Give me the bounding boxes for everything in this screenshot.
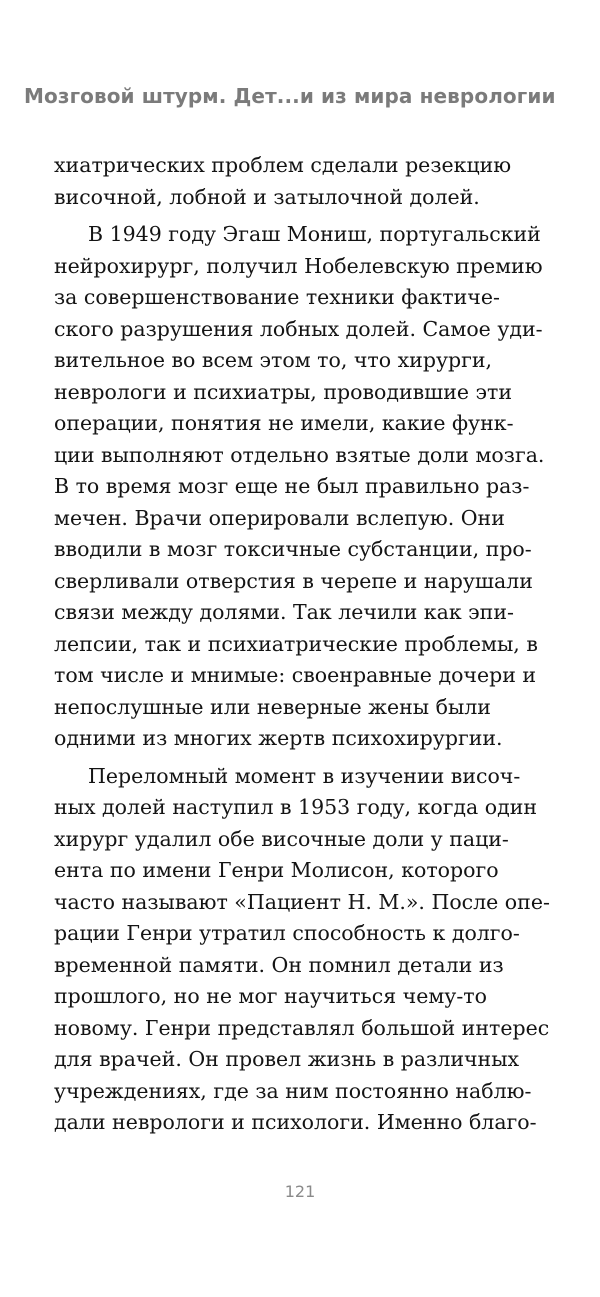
text-line: ента по имени Генри Молисон, которого (54, 858, 499, 882)
text-line: рации Генри утратил способность к долго- (54, 921, 520, 945)
text-line: ского разрушения лобных долей. Самое уди- (54, 316, 543, 341)
text-line: связи между долями. Так лечили как эпи- (54, 600, 514, 624)
paragraph-molaison (54, 761, 554, 1139)
text-line: том числе и мнимые: своенравные дочери и (54, 663, 537, 687)
text-line: хирург удалил обе височные доли у паци- (54, 826, 509, 851)
text-line: для врачей. Он провел жизнь в различных (54, 1047, 520, 1071)
text-line: ных долей наступил в 1953 году, когда один (54, 795, 538, 819)
text-line: Переломный момент в изучении височ- (88, 763, 521, 788)
text-line: прошлого, но не мог научиться чему-то (54, 984, 487, 1008)
book-title-header[interactable]: Мозговой штурм. Дет...и из мира неврологии (24, 84, 556, 108)
text-line: новому. Генри представлял большой интерес (54, 1015, 550, 1040)
paragraph-continued (54, 150, 554, 213)
text-line: В то время мозг еще не был правильно раз- (54, 474, 530, 498)
text-line: учреждениях, где за ним постоянно наблю- (54, 1078, 532, 1103)
text-line: височной, лобной и затылочной долей. (54, 184, 480, 209)
text-line: В 1949 году Эгаш Мониш, португальский (88, 222, 541, 246)
text-line: одними из многих жертв психохирургии. (54, 726, 503, 750)
text-line: дали неврологи и психологи. Именно благо- (54, 1110, 537, 1134)
text-line: неврологи и психиатры, проводившие эти (54, 379, 513, 404)
page-number: 121 (284, 1182, 316, 1201)
text-line: часто называют «Пациент Н. М.». После опе- (54, 889, 550, 914)
text-line: лепсии, так и психиатрические проблемы, в (54, 631, 538, 656)
text-line: нейрохирург, получил Нобелевскую премию (54, 253, 543, 278)
text-line: мечен. Врачи оперировали вслепую. Они (54, 505, 505, 530)
text-line: вительное во всем этом то, что хирурги, (54, 348, 493, 372)
text-line: временной памяти. Он помнил детали из (54, 952, 504, 977)
text-line: операции, понятия не имели, какие функ- (54, 411, 514, 435)
paragraph-moniz (54, 219, 554, 755)
text-line: сверливали отверстия в черепе и нарушали (54, 568, 533, 593)
text-line: ции выполняют отдельно взятые доли мозга. (54, 442, 545, 467)
text-line: вводили в мозг токсичные субстанции, про- (54, 537, 532, 561)
page-text (54, 150, 554, 1139)
text-line: за совершенствование техники фактиче- (54, 285, 500, 309)
text-line: хиатрических проблем сделали резекцию (54, 153, 512, 177)
text-line: непослушные или неверные жены были (54, 694, 491, 719)
